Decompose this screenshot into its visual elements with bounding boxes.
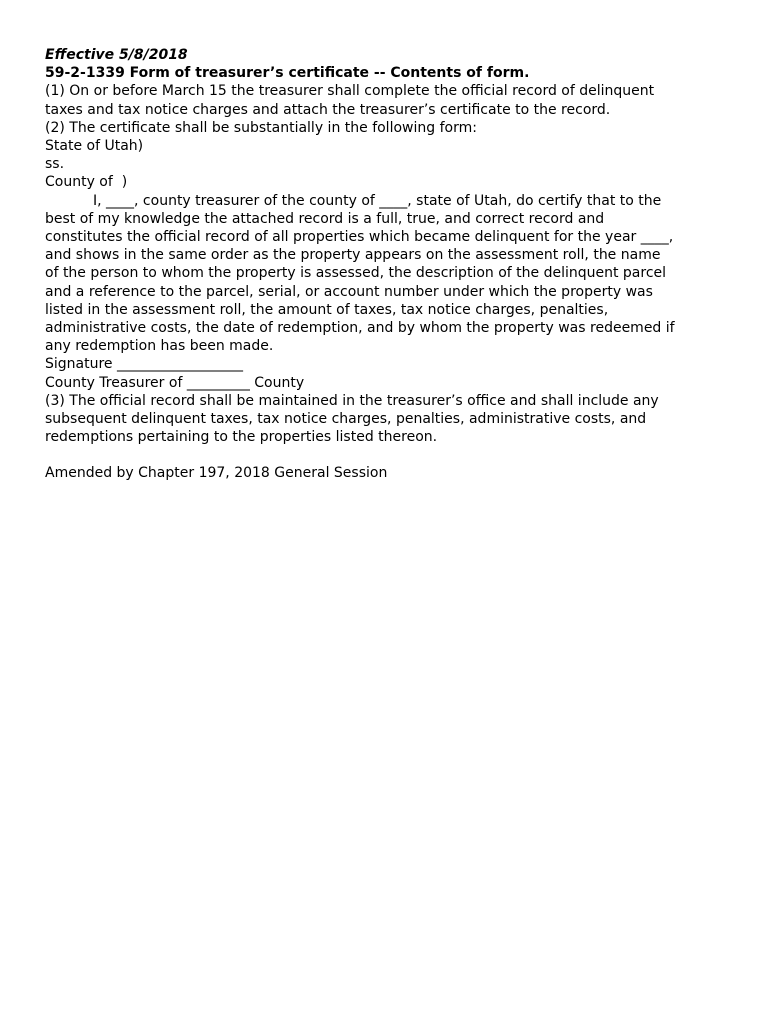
paragraph-3-line: subsequent delinquent taxes, tax notice charges, penalties, administrative costs, and [45,411,647,428]
form-county-line: County of ) [45,174,128,191]
section-heading: 59-2-1339 Form of treasurer’s certificate -- Contents of form. [45,65,530,82]
certificate-line: of the person to whom the property is assessed, the description of the delinquent parcel [45,265,667,282]
signature-line: Signature __________________ [45,356,243,373]
certificate-line: constitutes the official record of all properties which became delinquent for the year ____, [45,229,674,246]
certificate-line: and a reference to the parcel, serial, or account number under which the property was [45,283,653,300]
certificate-line: listed in the assessment roll, the amount of taxes, tax notice charges, penalties, [45,301,609,318]
statute-document [45,46,735,483]
effective-date: Effective 5/8/2018 [45,47,188,63]
certificate-line: best of my knowledge the attached record is a full, true, and correct record and [45,210,605,227]
paragraph-3-line: redemptions pertaining to the properties listed thereon. [45,429,438,446]
certificate-line: administrative costs, the date of redemption, and by whom the property was redeemed if [45,320,675,337]
blank-line [45,446,735,464]
form-ss-line: ss. [45,156,65,173]
certificate-line: and shows in the same order as the property appears on the assessment roll, the name [45,247,661,264]
paragraph-1-line: (1) On or before March 15 the treasurer shall complete the official record of delinquent [45,83,655,100]
form-state-line: State of Utah) [45,138,144,155]
paragraph-2-intro: (2) The certificate shall be substantially in the following form: [45,119,477,136]
paragraph-3-line: (3) The official record shall be maintained in the treasurer’s office and shall include any [45,392,659,409]
amendment-history: Amended by Chapter 197, 2018 General Session [45,465,388,482]
paragraph-1-line: taxes and tax notice charges and attach the treasurer’s certificate to the record. [45,101,611,118]
certificate-line: I, ____, county treasurer of the county of ____, state of Utah, do certify that to the [93,192,662,209]
county-treasurer-line: County Treasurer of _________ County [45,374,305,391]
certificate-line: any redemption has been made. [45,338,274,355]
